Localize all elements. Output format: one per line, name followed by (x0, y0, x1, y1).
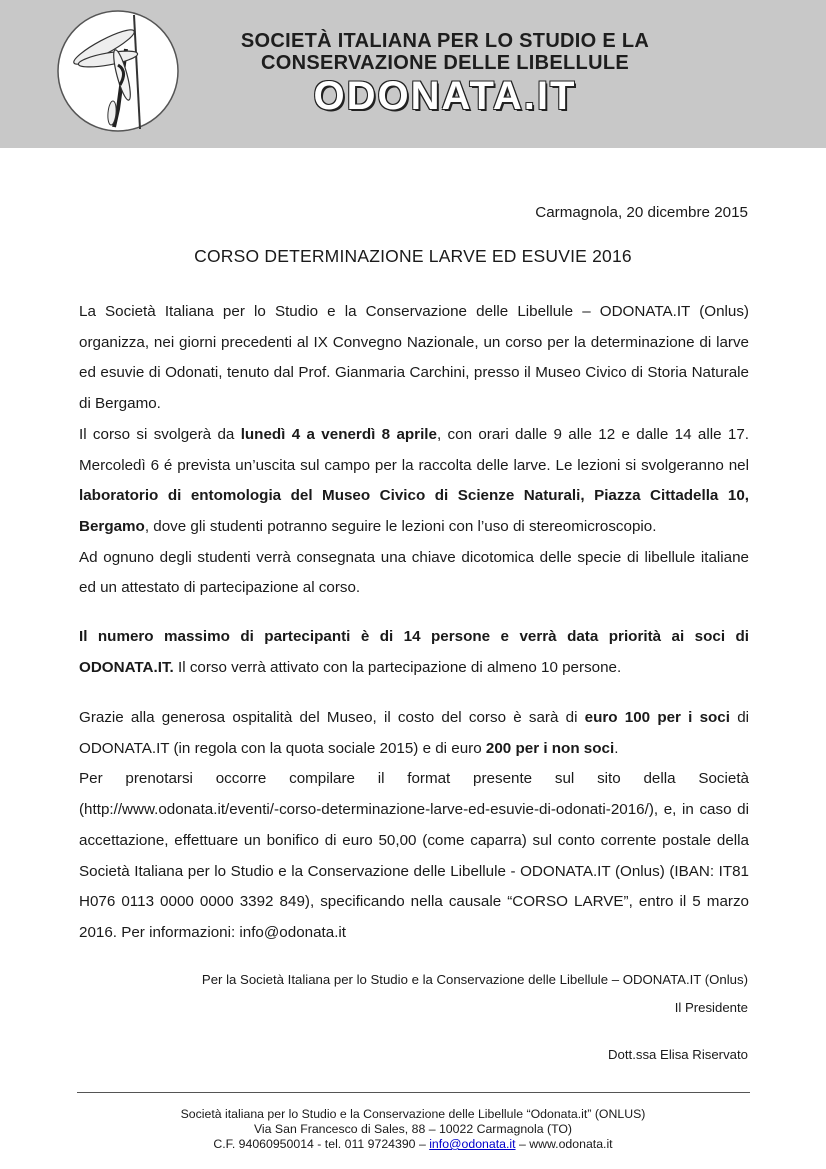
schedule-text: Il corso si svolgerà da (79, 425, 241, 443)
letterhead-line2: CONSERVAZIONE DELLE LIBELLULE (261, 52, 629, 74)
cost-text-2: di ODONATA.IT (in regola con la quota sociale 2015) e di euro (79, 709, 750, 757)
participants-bold: Il numero massimo di partecipanti è di 14 persone e verrà data priorità ai soci di ODONATA.IT. (79, 628, 749, 676)
cost-period: . (614, 739, 619, 757)
paragraph-intro (79, 297, 749, 604)
footer-divider (77, 1092, 750, 1093)
nonmember-price: 200 per i non soci (485, 739, 615, 757)
participants-text: Il corso verrà attivato con la partecipazione di almeno 10 persone. (173, 658, 622, 676)
letter-title: CORSO DETERMINAZIONE LARVE ED ESUVIE 2016 (194, 246, 632, 266)
schedule-text-3: , dove gli studenti potranno seguire le lezioni con l’uso di stereomicroscopio. (144, 517, 657, 535)
paragraph-costs (79, 703, 749, 949)
signature-organization: Per la Società Italiana per lo Studio e la Conservazione delle Libellule – ODONATA.IT (Onlus) (201, 972, 748, 987)
footer-line3 (0, 1137, 826, 1152)
venue: laboratorio di entomologia del Museo Civico di Scienze Naturali, Piazza Cittadella 10, Bergamo (79, 487, 749, 535)
footer-email-link[interactable]: info@odonata.it (429, 1137, 516, 1151)
footer-contact: C.F. 94060950014 - tel. 011 9724390 – (213, 1137, 430, 1151)
letter-date: Carmagnola, 20 dicembre 2015 (535, 204, 748, 221)
signature-name: Dott.ssa Elisa Riservato (608, 1047, 748, 1062)
intro-text: La Società Italiana per lo Studio e la Conservazione delle Libellule – ODONATA.IT (Onlus) organizza, nei giorni precedenti al IX Convegno Nazionale, un corso per la determinazione di larve ed esuvie di Odonati, tenuto dal Prof. Gianmaria Carchini, presso il Museo Civico di Storia Naturale di Bergamo. (79, 303, 749, 413)
schedule-dates: lunedì 4 a venerdì 8 aprile (240, 425, 437, 443)
letterhead-line1: SOCIETÀ ITALIANA PER LO STUDIO E LA (240, 30, 650, 52)
materials-text: Ad ognuno degli studenti verrà consegnata una chiave dicotomica delle specie di libellule italiane ed un attestato di partecipazione al corso. (79, 548, 749, 597)
letterhead (0, 0, 826, 148)
dragonfly-icon (56, 9, 180, 133)
cost-text: Grazie alla generosa ospitalità del Museo, il costo del corso è sarà di (79, 709, 585, 726)
footer-line2: Via San Francesco di Sales, 88 – 10022 Carmagnola (TO) (253, 1122, 573, 1136)
member-price: euro 100 per i soci (584, 709, 730, 726)
schedule-text-2: , con orari dalle 9 alle 12 e dalle 14 alle 17. Mercoledì 6 é prevista un’uscita sul campo per la raccolta delle larve. Le lezioni si svolgeranno nel (79, 425, 749, 474)
footer-line1: Società italiana per lo Studio e la Conservazione delle Libellule “Odonata.it” (ONLUS) (180, 1107, 646, 1121)
paragraph-participants (79, 622, 749, 683)
booking-text: Per prenotarsi occorre compilare il format presente sul sito della Società (http://www.odonata.it/eventi/-corso-determinazione-larve-ed-esuvie-di-odonati-2016/), e, in caso di accettazione, effettuare un bonifico di euro 50,00 (come caparra) sul conto corrente postale della Società Italiana per lo Studio e la Conservazione delle Libellule - ODONATA.IT (Onlus) (IBAN: IT81 H076 0113 0000 0000 3392 849), specificando nella causale “CORSO LARVE”, entro il 5 marzo 2016. Per informazioni: info@odonata.it (79, 770, 749, 941)
brand-name: ODONATA.IT (313, 74, 577, 118)
signature-role: Il Presidente (674, 1000, 748, 1015)
footer-website: – www.odonata.it (515, 1137, 613, 1151)
